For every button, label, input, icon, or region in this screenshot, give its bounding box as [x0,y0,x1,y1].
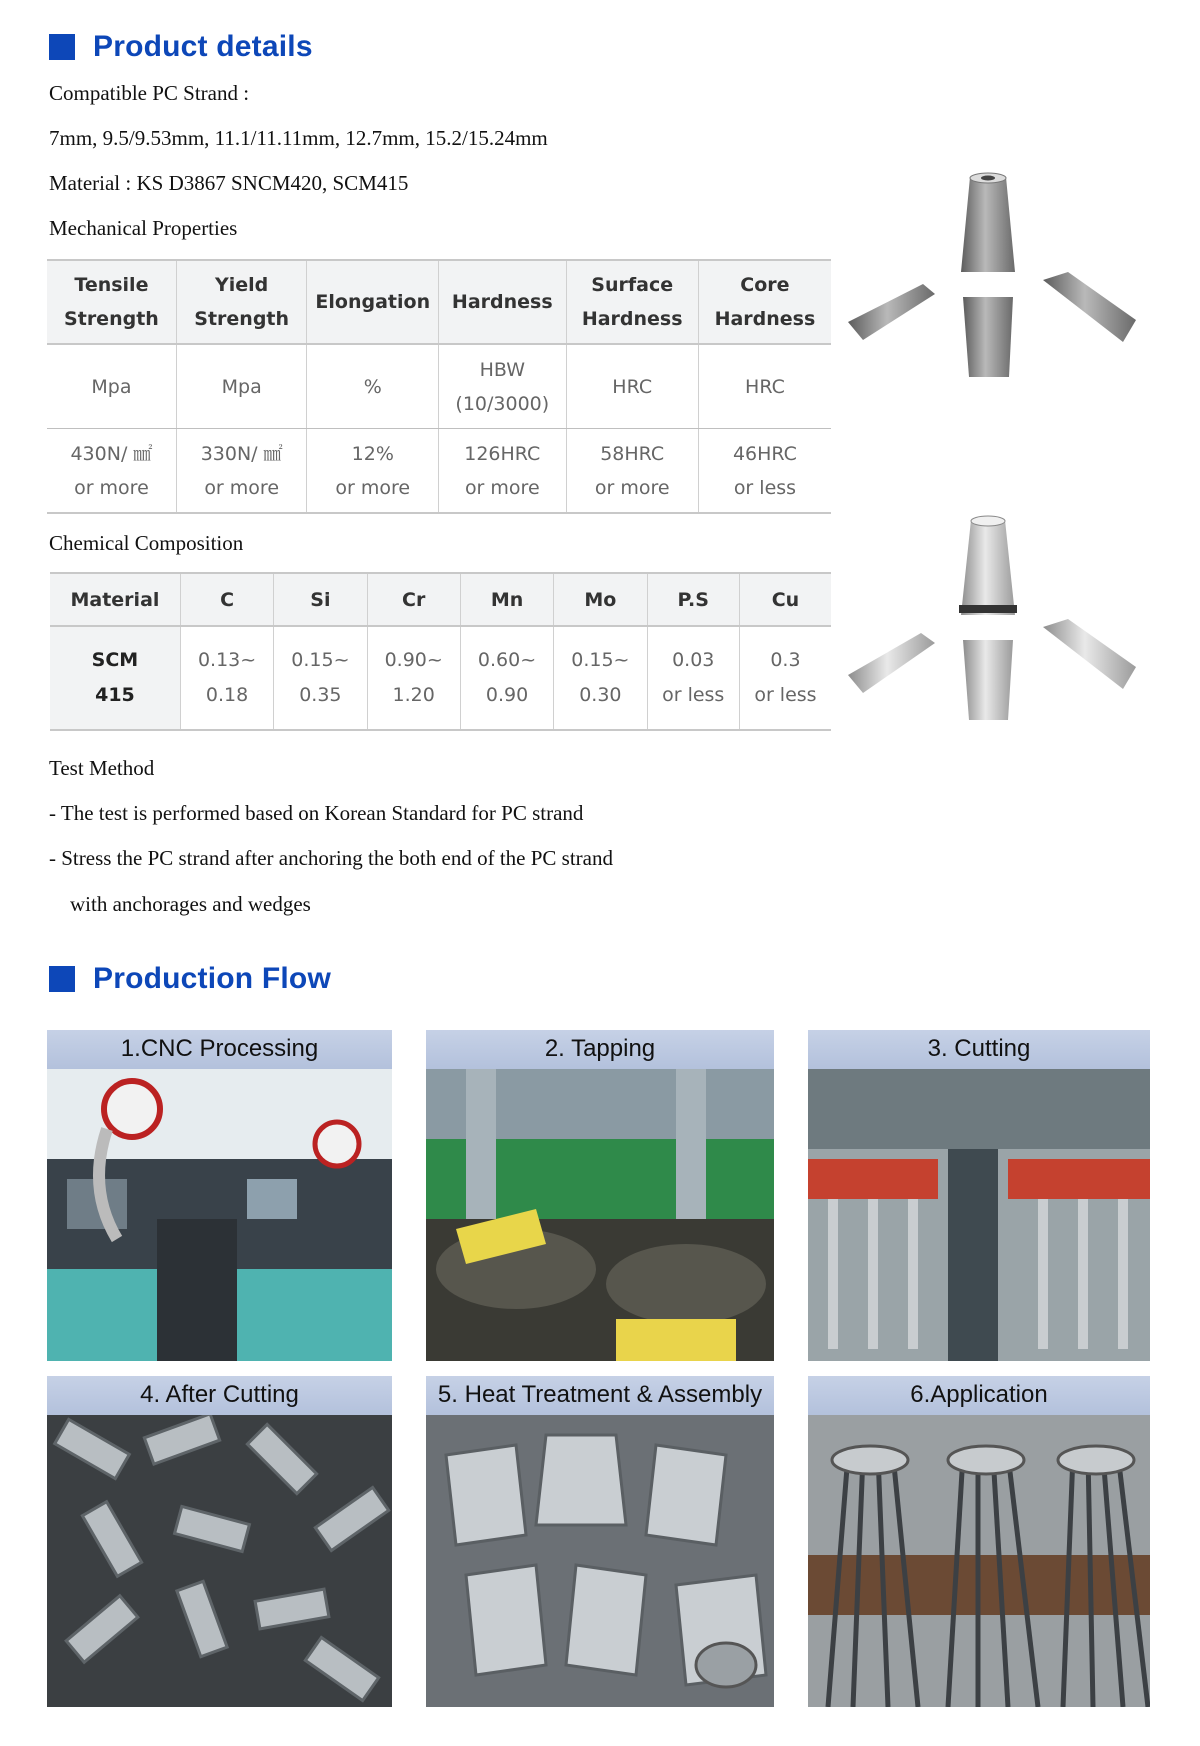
chemical-composition-heading: Chemical Composition [49,531,244,555]
mech-value-row [47,429,831,514]
flow-step-caption: 2. Tapping [426,1030,774,1069]
test-method-heading: Test Method [49,756,155,780]
mech-header-cell: Elongation [307,260,439,344]
mech-value-cell: 46HRC or less [698,429,831,514]
chem-header-cell: Cr [367,573,460,626]
flow-step-caption: 5. Heat Treatment & Assembly [426,1376,774,1415]
test-method-line: - The test is performed based on Korean Standard for PC strand [49,801,584,825]
chem-value-cell: 0.3 or less [739,626,831,730]
chem-value-cell: 0.90~ 1.20 [367,626,460,730]
wedge-product-image-silver [843,515,1143,730]
wedge-product-image-dark [843,172,1143,392]
chem-header-cell: C [180,573,273,626]
material-line [49,171,408,196]
mech-header-cell: Surface Hardness [566,260,698,344]
mech-header-cell: Core Hardness [698,260,831,344]
cnc-processing-photo [47,1069,392,1361]
flow-step-caption: 3. Cutting [808,1030,1150,1069]
chem-value-row [50,626,831,730]
heading-square-icon [49,34,75,60]
heading-square-icon [49,966,75,992]
tapping-photo [426,1069,774,1361]
production-flow-heading: Production Flow [49,959,331,999]
mech-unit-row [47,344,831,429]
material-value: KS D3867 SNCM420, SCM415 [136,171,409,195]
after-cutting-photo [47,1415,392,1707]
flow-step-cnc-processing [47,1030,392,1361]
heat-treatment-photo [426,1415,774,1707]
mech-unit-cell: HRC [698,344,831,429]
product-details-heading: Product details [49,27,313,67]
chem-header-cell: Mo [554,573,647,626]
chem-header-cell: P.S [647,573,739,626]
chem-value-cell: 0.13~ 0.18 [180,626,273,730]
test-method-line: with anchorages and wedges [70,892,311,916]
chem-header-cell: Material [50,573,180,626]
flow-step-caption: 6.Application [808,1376,1150,1415]
chem-header-cell: Si [274,573,367,626]
mech-value-cell: 126HRC or more [439,429,566,514]
flow-step-cutting [808,1030,1150,1361]
mech-header-row [47,260,831,344]
chem-header-row [50,573,831,626]
mech-unit-cell: % [307,344,439,429]
mechanical-properties-table [47,259,831,514]
mech-unit-cell: Mpa [176,344,307,429]
chem-value-cell: 0.15~ 0.35 [274,626,367,730]
mech-value-cell: 12% or more [307,429,439,514]
chem-material-cell: SCM 415 [50,626,180,730]
cutting-photo [808,1069,1150,1361]
test-method-line: - Stress the PC strand after anchoring the both end of the PC strand [49,846,613,870]
mech-unit-cell: HRC [566,344,698,429]
mechanical-properties-heading: Mechanical Properties [49,216,238,240]
flow-step-application [808,1376,1150,1707]
chem-value-cell: 0.15~ 0.30 [554,626,647,730]
mech-value-cell: 430N/ ㎟ or more [47,429,176,514]
mech-unit-cell: HBW (10/3000) [439,344,566,429]
chem-value-cell: 0.60~ 0.90 [460,626,553,730]
flow-step-after-cutting [47,1376,392,1707]
chem-header-cell: Cu [739,573,831,626]
chemical-composition-table [50,572,831,731]
compatible-strand-values: 7mm, 9.5/9.53mm, 11.1/11.11mm, 12.7mm, 15.2/15.24mm [49,126,548,150]
chem-value-cell: 0.03 or less [647,626,739,730]
flow-step-heat-treatment-assembly [426,1376,774,1707]
mech-unit-cell: Mpa [47,344,176,429]
flow-step-tapping [426,1030,774,1361]
chem-header-cell: Mn [460,573,553,626]
compatible-strand-label: Compatible PC Strand : [49,81,250,105]
application-photo [808,1415,1150,1707]
mech-header-cell: Yield Strength [176,260,307,344]
mech-header-cell: Hardness [439,260,566,344]
mech-value-cell: 58HRC or more [566,429,698,514]
mech-header-cell: Tensile Strength [47,260,176,344]
material-label: Material : [49,171,132,195]
flow-step-caption: 4. After Cutting [47,1376,392,1415]
flow-step-caption: 1.CNC Processing [47,1030,392,1069]
mech-value-cell: 330N/ ㎟ or more [176,429,307,514]
